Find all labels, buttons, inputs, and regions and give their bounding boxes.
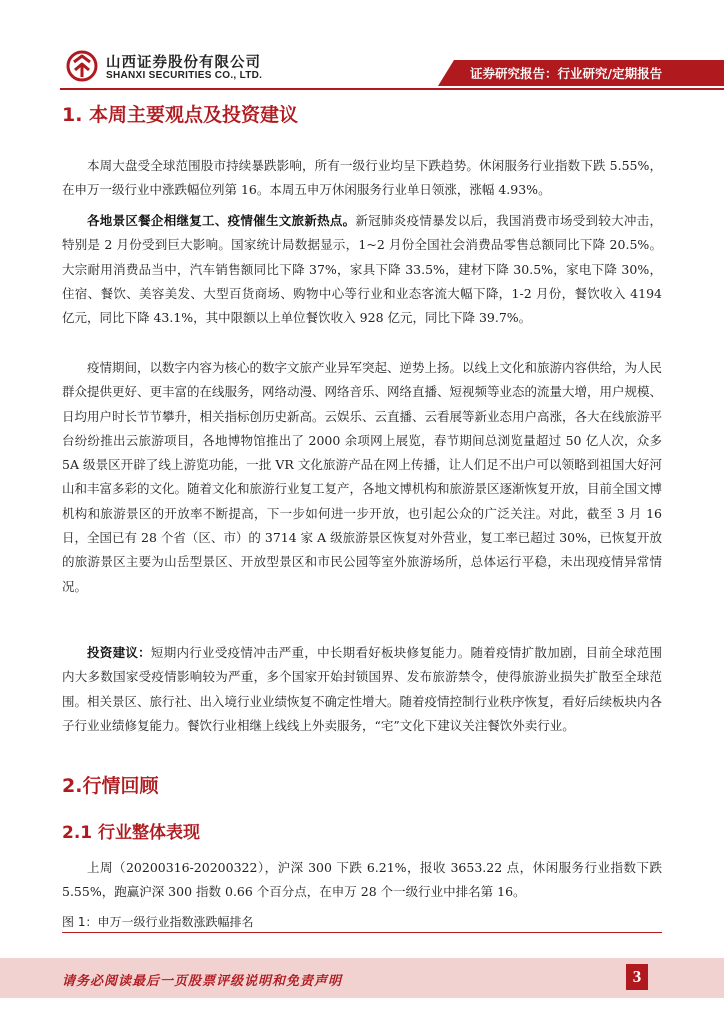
section2-title: 2.行情回顾 — [62, 775, 159, 797]
header-divider — [60, 88, 724, 90]
company-name-en: SHANXI SECURITIES CO., LTD. — [106, 70, 263, 81]
section1-paragraph-3: 疫情期间，以数字内容为核心的数字文旅产业异军突起、逆势上扬。以线上文化和旅游内容供给，为人民群众提供更好、更丰富的在线服务，网络动漫、网络音乐、网络直播、短视频等业态的流量大增，用户规模、日均用户时长节节攀升，相关指标创历史新高。云娱乐、云直播、云看展等新业态用户高涨，各大在线旅游平台纷纷推出云旅游项目，各地博物馆推出了 2000 余项网上展览，春节期间总浏览量超过 50 亿人次，众多 5A 级景区开辟了线上游览功能，一批 VR 文化旅游产品在网上传播，让人们足不出户可以领略到祖国大好河山和丰富多彩的文化。随着文化和旅游行业复工复产，各地文博机构和旅游景区逐渐恢复开放，目前全国文博机构和旅游景区的开放率不断提高，下一步如何进一步开放，也引起公众的广泛关注。对此，截至 3 月 16 日，全国已有 28 个省（区、市）的 3714 家 A 级旅游景区恢复对外营业，复工率已超过 30%，已恢复开放的旅游景区主要为山岳型景区、开放型景区和市民公园等室外旅游场所，总体运行平稳，未出现疫情异常情况。 — [62, 360, 663, 594]
section1-paragraph-2 — [62, 209, 662, 330]
section1-title: 1. 本周主要观点及投资建议 — [62, 104, 299, 126]
paragraph-2-body: 新冠肺炎疫情暴发以后，我国消费市场受到较大冲击，特别是 2 月份受到巨大影响。国家统计局数据显示，1~2 月份全国社会消费品零售总额同比下降 20.5%。大宗耐用消费品当中，汽车销售额同比下降 37%，家具下降 33.5%，建材下降 30.5%，家电下降 30%，住宿、餐饮、美容美发、大型百货商场、购物中心等行业和业态客流大幅下降，1-2 月份，餐饮收入 4194 亿元，同比下降 43.1%，其中限额以上单位餐饮收入 928 亿元，同比下降 39.7%。 — [62, 213, 662, 326]
report-type-label: 证券研究报告：行业研究/定期报告 — [470, 66, 663, 81]
section2-paragraph-1: 上周（20200316-20200322），沪深 300 下跌 6.21%，报收 3653.22 点，休闲服务行业指数下跌 5.55%，跑赢沪深 300 指数 0.66 个百分点，在申万 28 个一级行业中排名第 16。 — [62, 860, 662, 900]
company-name-cn: 山西证券股份有限公司 — [106, 55, 261, 71]
paragraph-2-lead: 各地景区餐企相继复工、疫情催生文旅新热点。 — [87, 213, 356, 228]
company-logo-icon — [66, 50, 98, 82]
section1-paragraph-4 — [62, 641, 662, 738]
section1-paragraph-1: 本周大盘受全球范围股市持续暴跌影响，所有一级行业均呈下跌趋势。休闲服务行业指数下跌 5.55%，在申万一级行业中涨跌幅位列第 16。本周五申万休闲服务行业单日领涨，涨幅 4.93%。 — [62, 158, 662, 198]
investment-advice-label: 投资建议： — [87, 645, 151, 660]
page-number: 3 — [626, 964, 648, 990]
report-header — [0, 0, 724, 96]
footer-disclaimer: 请务必阅读最后一页股票评级说明和免责声明 — [62, 974, 343, 989]
section2-1-title: 2.1 行业整体表现 — [62, 823, 201, 843]
figure-caption: 图 1：申万一级行业指数涨跌幅排名 — [62, 915, 254, 929]
figure-divider — [62, 932, 662, 933]
investment-advice-body: 短期内行业受疫情冲击严重，中长期看好板块修复能力。随着疫情扩散加剧，目前全球范围内大多数国家受疫情影响较为严重，多个国家开始封锁国界、发布旅游禁令，使得旅游业损失扩散至全球范围。相关景区、旅行社、出入境行业业绩恢复不确定性增大。随着疫情控制行业秩序恢复，看好后续板块内各子行业业绩修复能力。餐饮行业相继上线线上外卖服务，“宅”文化下建议关注餐饮外卖行业。 — [62, 645, 663, 733]
